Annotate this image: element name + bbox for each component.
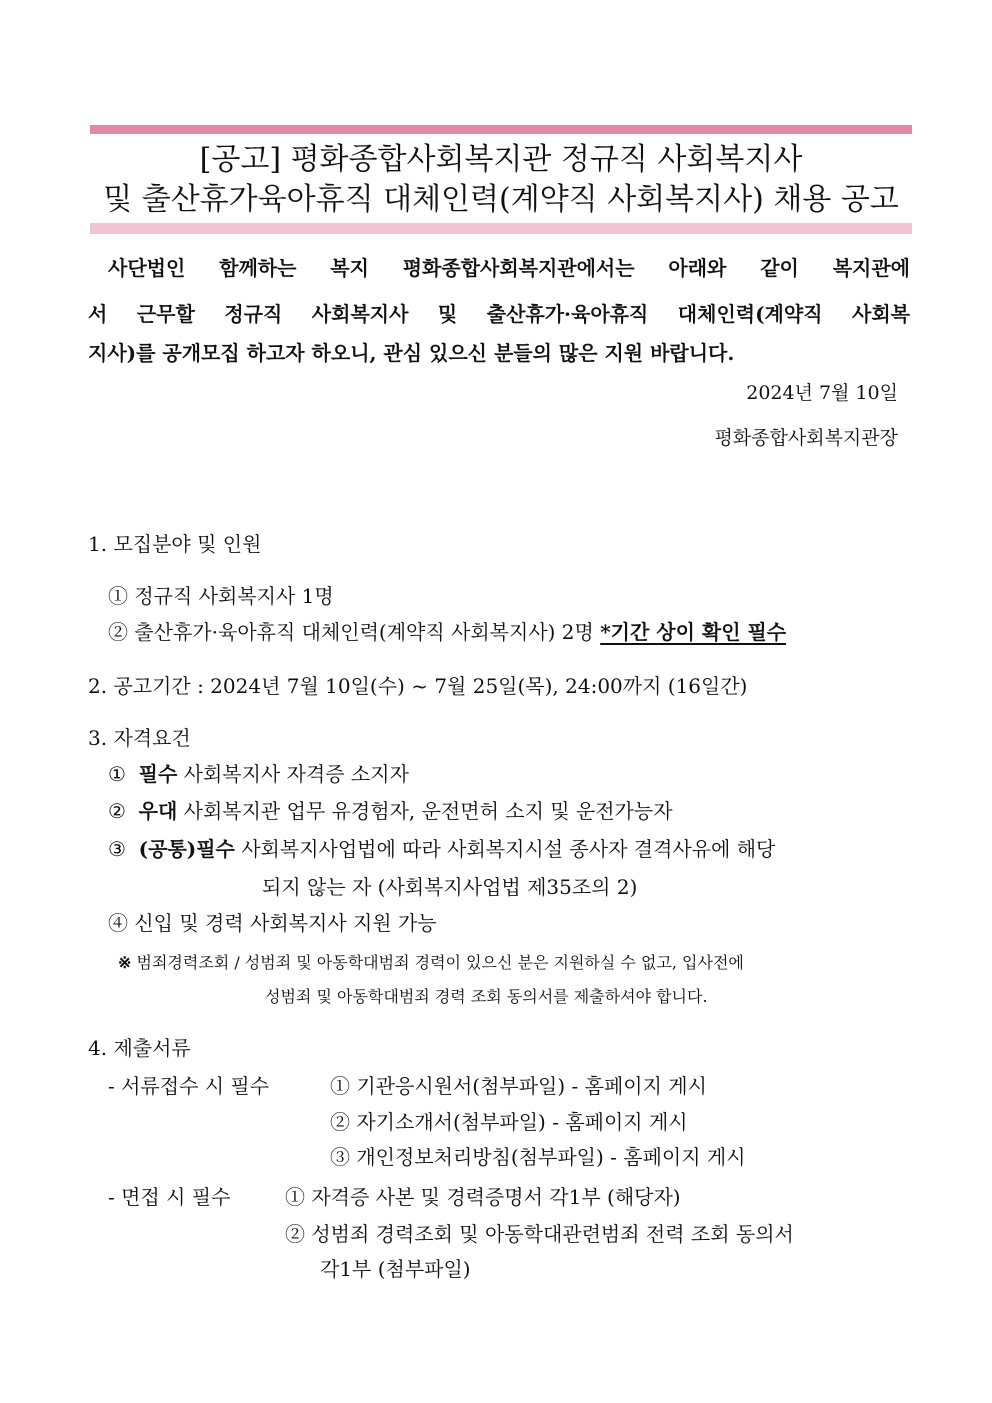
s3-note-line-1 (118, 950, 744, 973)
s1-item-2-note: *기간 상이 확인 필수 (600, 620, 787, 644)
s3-item-3-text: 사회복지사업법에 따라 사회복지시설 종사자 결격사유에 해당 (241, 837, 776, 861)
section-4-heading: 4. 제출서류 (88, 1036, 191, 1060)
s3-note-line-2: 성범죄 및 아동학대범죄 경력 조회 동의서를 제출하셔야 합니다. (265, 987, 708, 1006)
intro-line-2: 서 근무할 정규직 사회복지사 및 출산휴가·육아휴직 대체인력(계약직 사회복 (88, 302, 910, 326)
s3-item-1-text: 사회복지사 자격증 소지자 (183, 762, 409, 786)
s4-interview-2: ② 성범죄 경력조회 및 아동학대관련범죄 전력 조회 동의서 (285, 1222, 794, 1246)
s3-item-1 (108, 758, 409, 787)
title-line-2: 및 출산휴가육아휴직 대체인력(계약직 사회복지사) 채용 공고 (103, 182, 899, 217)
s3-item-2-tag: 우대 (138, 799, 178, 823)
s1-item-2 (108, 616, 786, 645)
s3-item-3-tag: (공통)필수 (138, 837, 235, 861)
title-top-bar (90, 125, 912, 134)
title-bottom-bar (90, 223, 912, 234)
intro-line-1: 사단법인 함께하는 복지 평화종합사회복지관에서는 아래와 같이 복지관에 (108, 256, 910, 280)
s1-item-2-text: ② 출산휴가·육아휴직 대체인력(계약직 사회복지사) 2명 (108, 620, 594, 644)
s3-item-2-num: ② (108, 799, 126, 823)
section-1-heading: 1. 모집분야 및 인원 (88, 532, 262, 556)
s3-item-1-num: ① (108, 762, 126, 786)
s4-interview-2-cont: 각1부 (첨부파일) (320, 1257, 471, 1281)
title-line-1: [공고] 평화종합사회복지관 정규직 사회복지사 (199, 142, 803, 177)
s1-item-1: ① 정규직 사회복지사 1명 (108, 584, 334, 608)
s3-note-text-1: 범죄경력조회 / 성범죄 및 아동학대범죄 경력이 있으신 분은 지원하실 수 없고, 입사전에 (136, 953, 744, 972)
s3-item-2 (108, 795, 673, 824)
section-3-heading: 3. 자격요건 (88, 726, 191, 750)
intro-line-3: 지사)를 공개모집 하고자 하오니, 관심 있으신 분들의 많은 지원 바랍니다. (88, 341, 735, 365)
issuer-name: 평화종합사회복지관장 (714, 427, 898, 449)
s4-doc-3: ③ 개인정보처리방침(첨부파일) - 홈페이지 게시 (330, 1145, 746, 1169)
s4-interview-1: ① 자격증 사본 및 경력증명서 각1부 (해당자) (285, 1185, 681, 1209)
s4-docs-label: - 서류접수 시 필수 (108, 1074, 270, 1098)
s3-item-3-num: ③ (108, 837, 126, 861)
s3-item-1-tag: 필수 (138, 762, 178, 786)
s3-item-4: ④ 신입 및 경력 사회복지사 지원 가능 (108, 911, 437, 935)
s4-doc-2: ② 자기소개서(첨부파일) - 홈페이지 게시 (330, 1110, 688, 1134)
s3-item-3 (108, 833, 775, 862)
s4-interview-label: - 면접 시 필수 (108, 1185, 231, 1209)
section-2-heading: 2. 공고기간 : 2024년 7월 10일(수) ~ 7월 25일(목), 24:00까지 (16일간) (88, 674, 748, 698)
s4-doc-1: ① 기관응시원서(첨부파일) - 홈페이지 게시 (330, 1074, 707, 1098)
notice-date: 2024년 7월 10일 (746, 382, 898, 404)
s3-item-2-text: 사회복지관 업무 유경험자, 운전면허 소지 및 운전가능자 (183, 799, 673, 823)
note-mark-icon: ※ (118, 953, 132, 972)
s3-item-3-cont: 되지 않는 자 (사회복지사업법 제35조의 2) (262, 875, 638, 899)
